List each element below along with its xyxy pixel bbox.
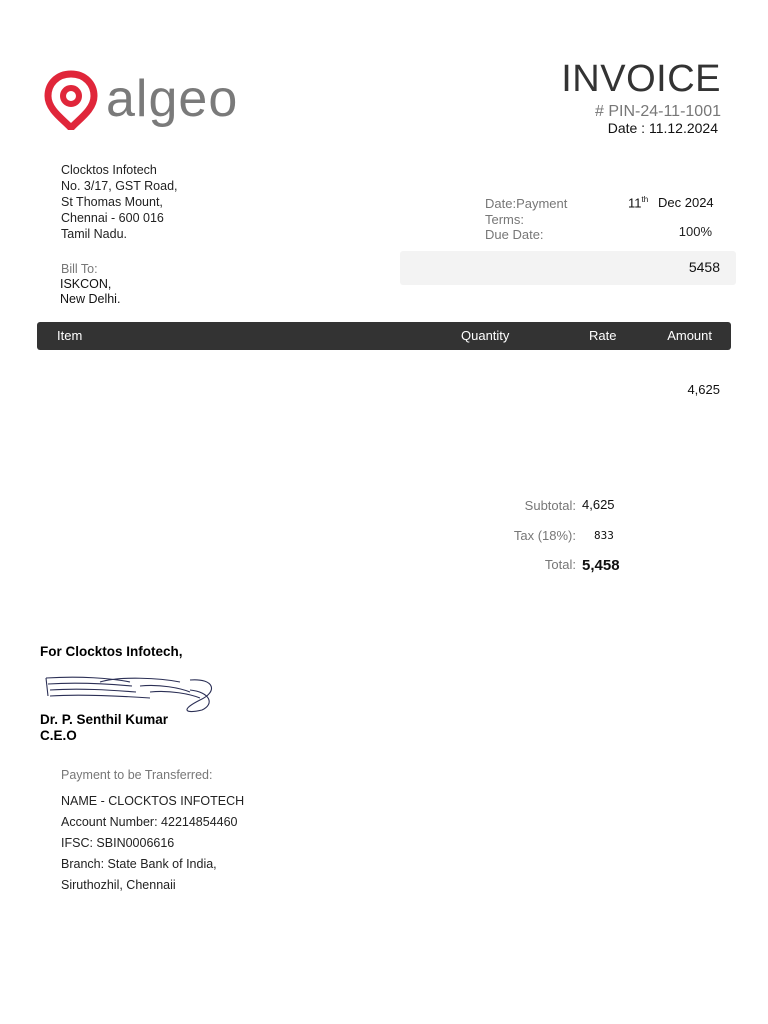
meta-date-month-year: Dec 2024 xyxy=(658,195,714,210)
invoice-number: # PIN-24-11-1001 xyxy=(595,103,721,120)
payment-line: Branch: State Bank of India, xyxy=(61,857,217,871)
payment-line: Account Number: 42214854460 xyxy=(61,815,238,829)
table-row-amount: 4,625 xyxy=(687,382,720,397)
address-line: Tamil Nadu. xyxy=(61,227,127,241)
meta-terms-value: 100% xyxy=(678,224,712,239)
from-address xyxy=(61,162,178,242)
invoice-date: Date : 11.12.2024 xyxy=(607,120,718,136)
meta-label-date-payment: Date:Payment xyxy=(485,196,568,211)
address-line: Chennai - 600 016 xyxy=(61,211,164,225)
header-amount: Amount xyxy=(667,328,712,343)
bill-to-label: Bill To: xyxy=(61,262,98,276)
company-logo xyxy=(44,68,244,130)
logo-text: algeo xyxy=(106,70,239,128)
signer-block xyxy=(40,712,168,744)
location-pin-icon xyxy=(44,70,98,130)
address-line: No. 3/17, GST Road, xyxy=(61,179,178,193)
bill-to-address xyxy=(60,277,120,306)
signer-title: C.E.O xyxy=(40,728,77,743)
meta-labels xyxy=(485,196,567,243)
date-suffix: th xyxy=(641,195,649,204)
payment-line: NAME - CLOCKTOS INFOTECH xyxy=(61,794,245,808)
address-line: St Thomas Mount, xyxy=(61,195,163,209)
balance-bar xyxy=(400,251,736,285)
total-value: 5,458 xyxy=(582,557,620,574)
payment-details xyxy=(61,791,244,896)
total-label: Total: xyxy=(544,557,576,572)
payment-label: Payment to be Transferred: xyxy=(61,768,213,782)
meta-label-terms: Terms: xyxy=(485,211,524,227)
signature-image xyxy=(40,670,218,716)
meta-date-day xyxy=(628,195,648,210)
meta-label-due-date: Due Date: xyxy=(485,227,544,242)
signer-name: Dr. P. Senthil Kumar xyxy=(40,712,169,727)
bill-to-line: New Delhi. xyxy=(60,291,121,306)
payment-line: IFSC: SBIN0006616 xyxy=(61,836,175,850)
from-name: Clocktos Infotech xyxy=(61,163,157,177)
header-rate: Rate xyxy=(589,328,617,343)
subtotal-value: 4,625 xyxy=(582,497,615,512)
bill-to-line: ISKCON, xyxy=(60,277,112,291)
header-item: Item xyxy=(57,328,83,343)
tax-value: 833 xyxy=(594,529,614,542)
payment-line: Siruthozhil, Chennaii xyxy=(61,878,176,892)
balance-value: 5458 xyxy=(688,259,720,275)
for-company: For Clocktos Infotech, xyxy=(40,644,183,659)
date-day: 11 xyxy=(628,195,642,211)
header-quantity: Quantity xyxy=(461,328,510,343)
subtotal-label: Subtotal: xyxy=(524,498,576,513)
items-table-header xyxy=(37,322,731,350)
tax-label: Tax (18%): xyxy=(513,528,576,543)
invoice-title: INVOICE xyxy=(561,58,721,100)
